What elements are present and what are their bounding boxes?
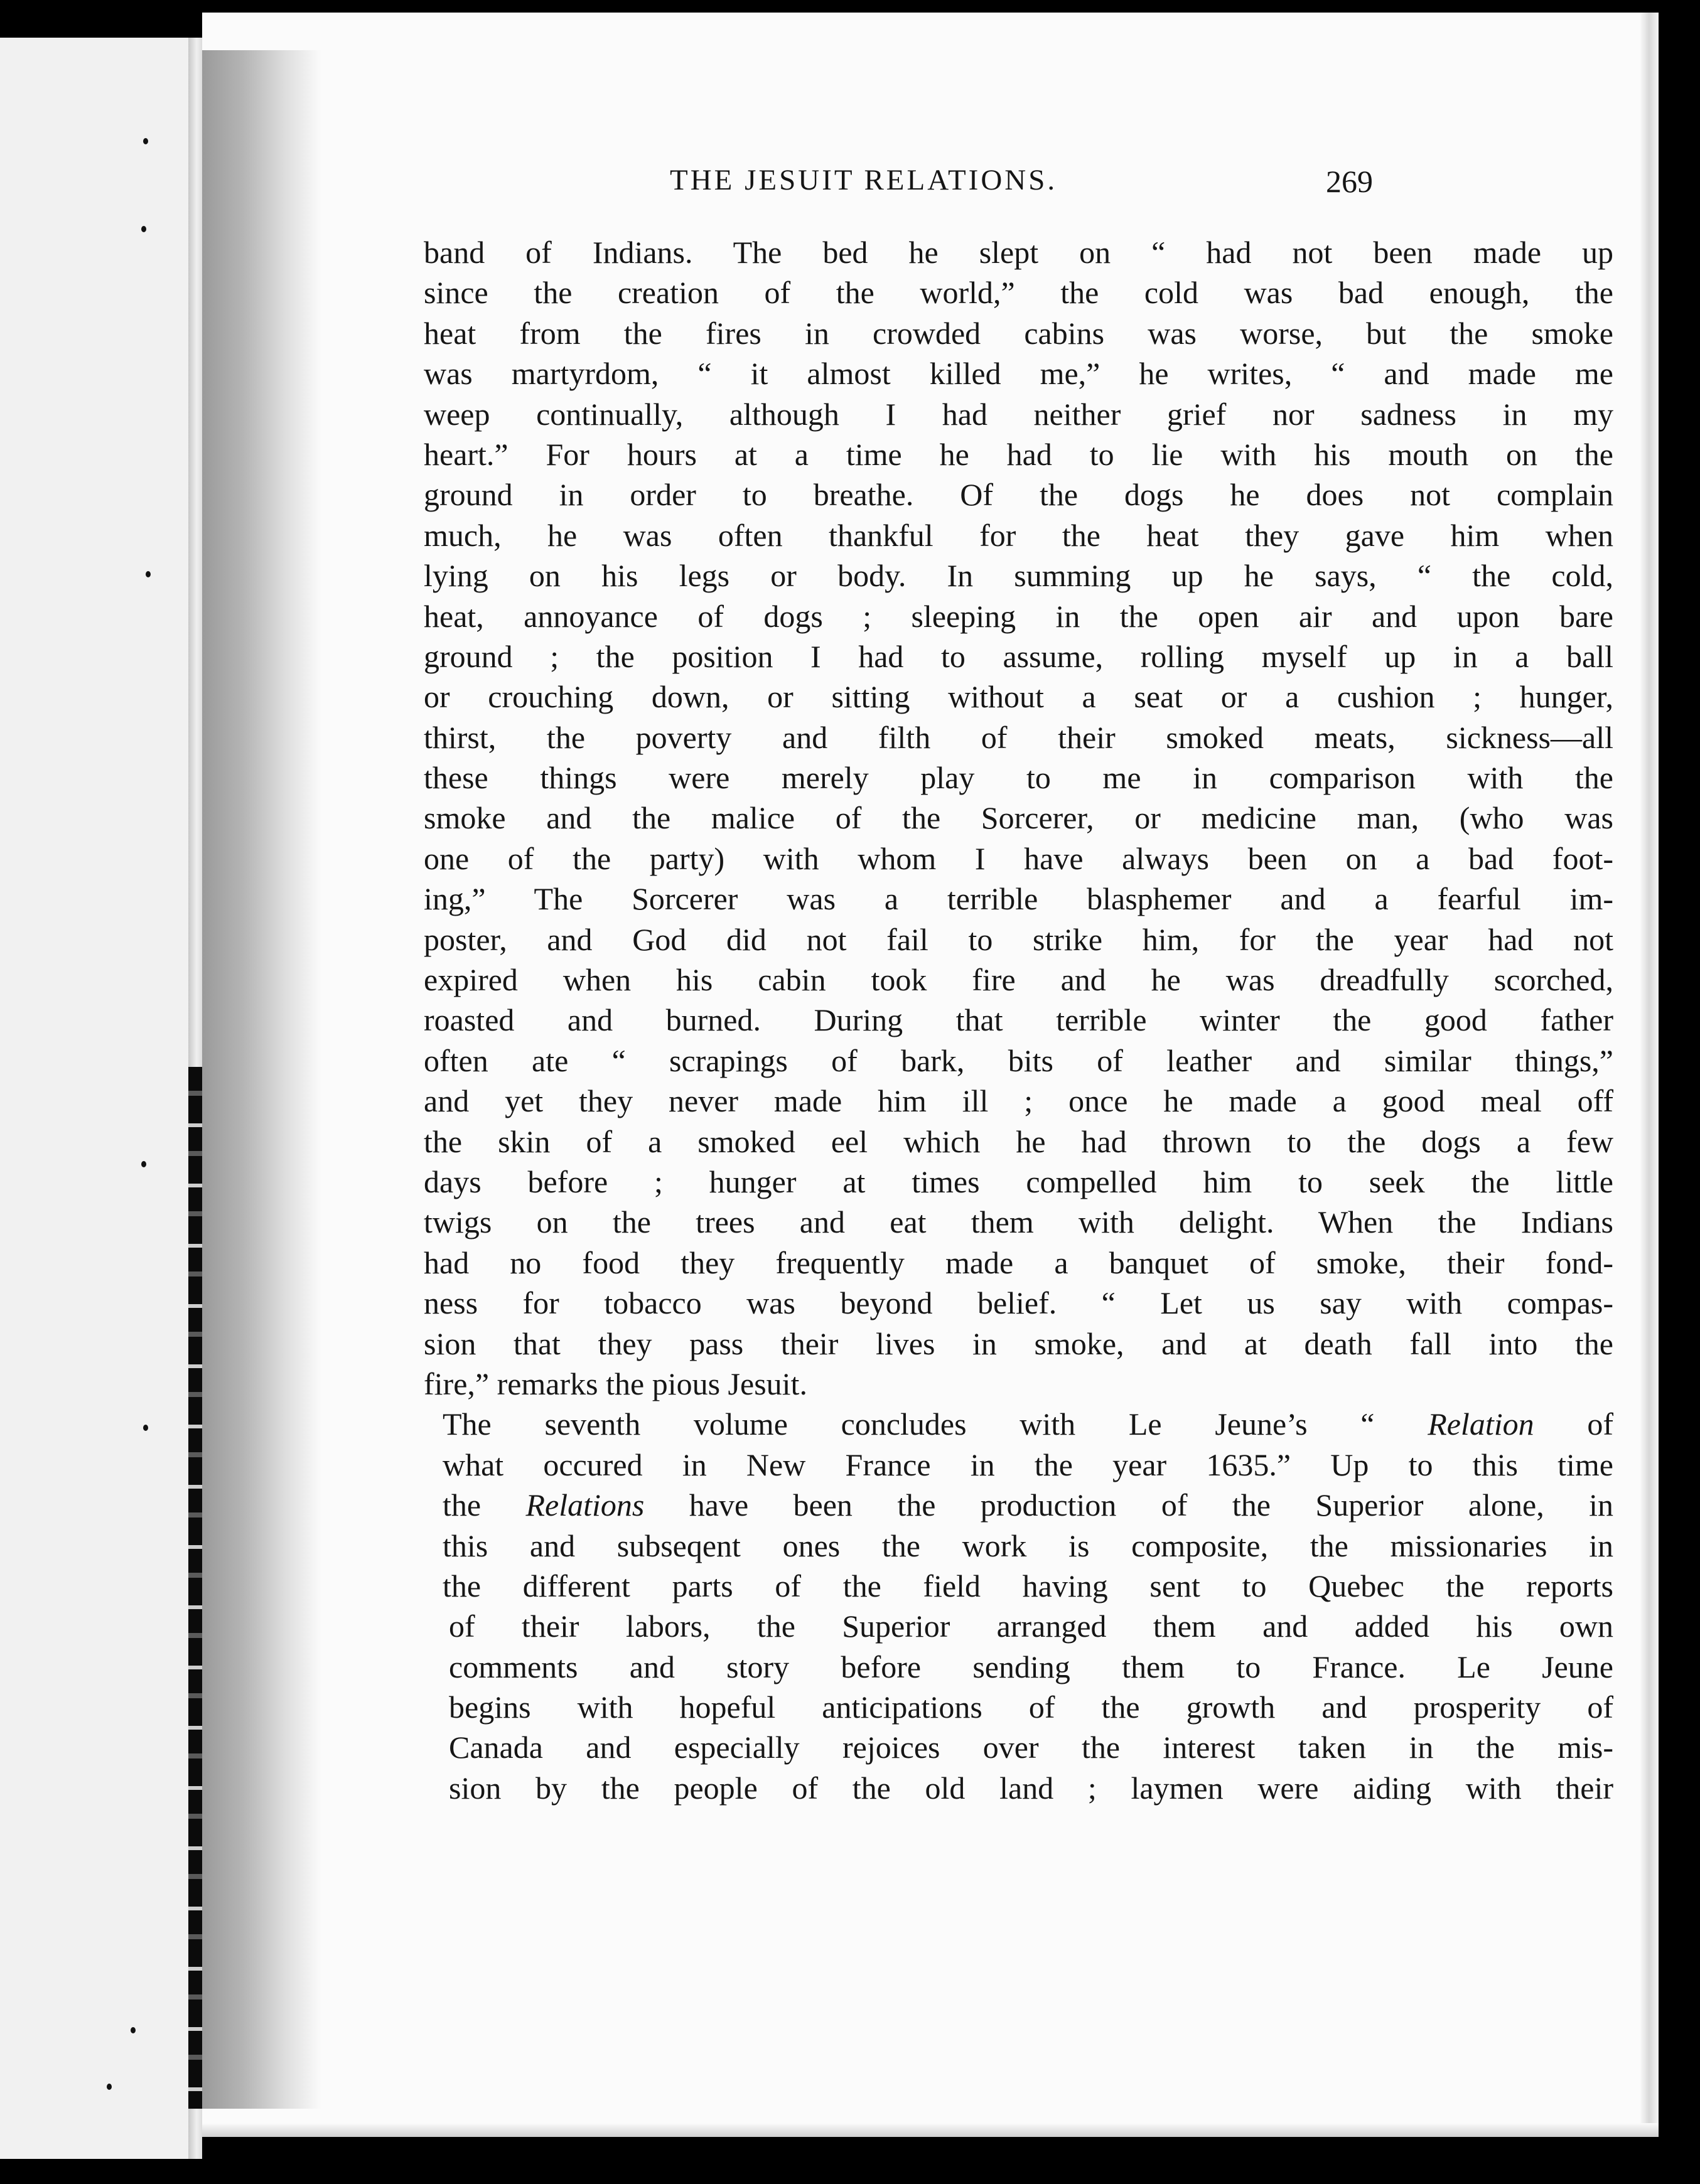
page-bottom-edge xyxy=(202,2123,1659,2137)
binding-hole-mark xyxy=(143,138,148,144)
facing-page-edge xyxy=(0,38,188,2159)
text-line: days before ; hunger at times compelled him to seek the little xyxy=(424,1164,1613,1199)
paragraph-start-line xyxy=(424,1404,1613,1444)
paragraph-end-line: fire,” remarks the pious Jesuit. xyxy=(424,1366,807,1401)
text-line: the skin of a smoked eel which he had thrown to the dogs a few xyxy=(424,1123,1613,1159)
text-line: sion that they pass their lives in smoke, and at death fall into the xyxy=(424,1325,1613,1361)
text-line: the different parts of the field having sent to Quebec the reports xyxy=(443,1568,1613,1603)
text-line: heat, annoyance of dogs ; sleeping in the open air and upon bare xyxy=(424,598,1613,634)
text-line: heat from the fires in crowded cabins was worse, but the smoke xyxy=(424,315,1613,351)
binding-hole-mark xyxy=(107,2084,112,2090)
text-run: of xyxy=(1534,1406,1613,1442)
text-line: sion by the people of the old land ; laymen were aiding with their xyxy=(449,1770,1613,1806)
text-line: had no food they frequently made a banquet of smoke, their fond- xyxy=(424,1245,1613,1280)
text-line: this and subseqent ones the work is composite, the missionaries in xyxy=(443,1528,1613,1563)
binding-hole-mark xyxy=(141,1161,146,1167)
text-line: band of Indians. The bed he slept on “ had not been made up xyxy=(424,235,1613,270)
text-line: heart.” For hours at a time he had to lie with his mouth on the xyxy=(424,436,1613,472)
italic-title: Relations xyxy=(525,1487,645,1523)
text-line: ing,” The Sorcerer was a terrible blasphemer and a fearful im- xyxy=(424,881,1613,917)
text-line: was martyrdom, “ it almost killed me,” he writes, “ and made me xyxy=(424,356,1613,392)
text-line: much, he was often thankful for the heat they gave him when xyxy=(424,517,1613,553)
text-line: since the creation of the world,” the cold was bad enough, the xyxy=(424,275,1613,311)
running-header xyxy=(202,163,1659,213)
text-line: often ate “ scrapings of bark, bits of leather and similar things,” xyxy=(424,1042,1613,1078)
text-line: or crouching down, or sitting without a seat or a cushion ; hunger, xyxy=(424,679,1613,715)
binding-hole-mark xyxy=(146,571,151,577)
italic-title: Relation xyxy=(1428,1406,1534,1442)
text-line: one of the party) with whom I have always been on a bad foot- xyxy=(424,840,1613,876)
body-text xyxy=(424,232,1613,1808)
text-line: and yet they never made him ill ; once he made a good meal off xyxy=(424,1083,1613,1119)
text-line: twigs on the trees and eat them with delight. When the Indians xyxy=(424,1204,1613,1240)
text-line: ground in order to breathe. Of the dogs he does not complain xyxy=(424,477,1613,513)
text-line: ness for tobacco was beyond belief. “ Let us say with compas- xyxy=(424,1285,1613,1321)
text-line: begins with hopeful anticipations of the growth and prosperity of xyxy=(449,1689,1613,1725)
text-run: the xyxy=(443,1487,526,1523)
text-line: thirst, the poverty and filth of their smoked meats, sickness—all xyxy=(424,719,1613,755)
text-line: weep continually, although I had neither grief nor sadness in my xyxy=(424,396,1613,432)
text-line: Canada and especially rejoices over the interest taken in the mis- xyxy=(449,1730,1613,1765)
text-line: these things were merely play to me in comparison with the xyxy=(424,760,1613,796)
text-line: lying on his legs or body. In summing up he says, “ the cold, xyxy=(424,558,1613,594)
book-page xyxy=(202,13,1659,2137)
text-line: smoke and the malice of the Sorcerer, or medicine man, (who was xyxy=(424,800,1613,836)
binding-hole-mark xyxy=(143,1425,148,1431)
page-right-edge xyxy=(1640,13,1659,2137)
text-line: what occured in New France in the year 1635.” Up to this time xyxy=(443,1447,1613,1482)
text-line xyxy=(424,1485,1613,1525)
text-run: have been the production of the Superior alone, in xyxy=(644,1487,1613,1523)
text-line: ground ; the position I had to assume, rolling myself up in a ball xyxy=(424,638,1613,674)
running-title: THE JESUIT RELATIONS. xyxy=(670,164,1058,196)
text-line: comments and story before sending them to France. Le Jeune xyxy=(449,1649,1613,1684)
page-number: 269 xyxy=(1326,164,1373,199)
gutter-shadow xyxy=(202,50,321,2109)
binding-hole-mark xyxy=(131,2027,136,2033)
text-line: of their labors, the Superior arranged them and added his own xyxy=(449,1609,1613,1644)
text-run: The seventh volume concludes with Le Jeune’s “ xyxy=(443,1406,1428,1442)
text-line: poster, and God did not fail to strike him, for the year had not xyxy=(424,921,1613,957)
text-line: expired when his cabin took fire and he was dreadfully scorched, xyxy=(424,962,1613,998)
text-line: roasted and burned. During that terrible winter the good father xyxy=(424,1002,1613,1038)
binding-hole-mark xyxy=(141,226,146,232)
